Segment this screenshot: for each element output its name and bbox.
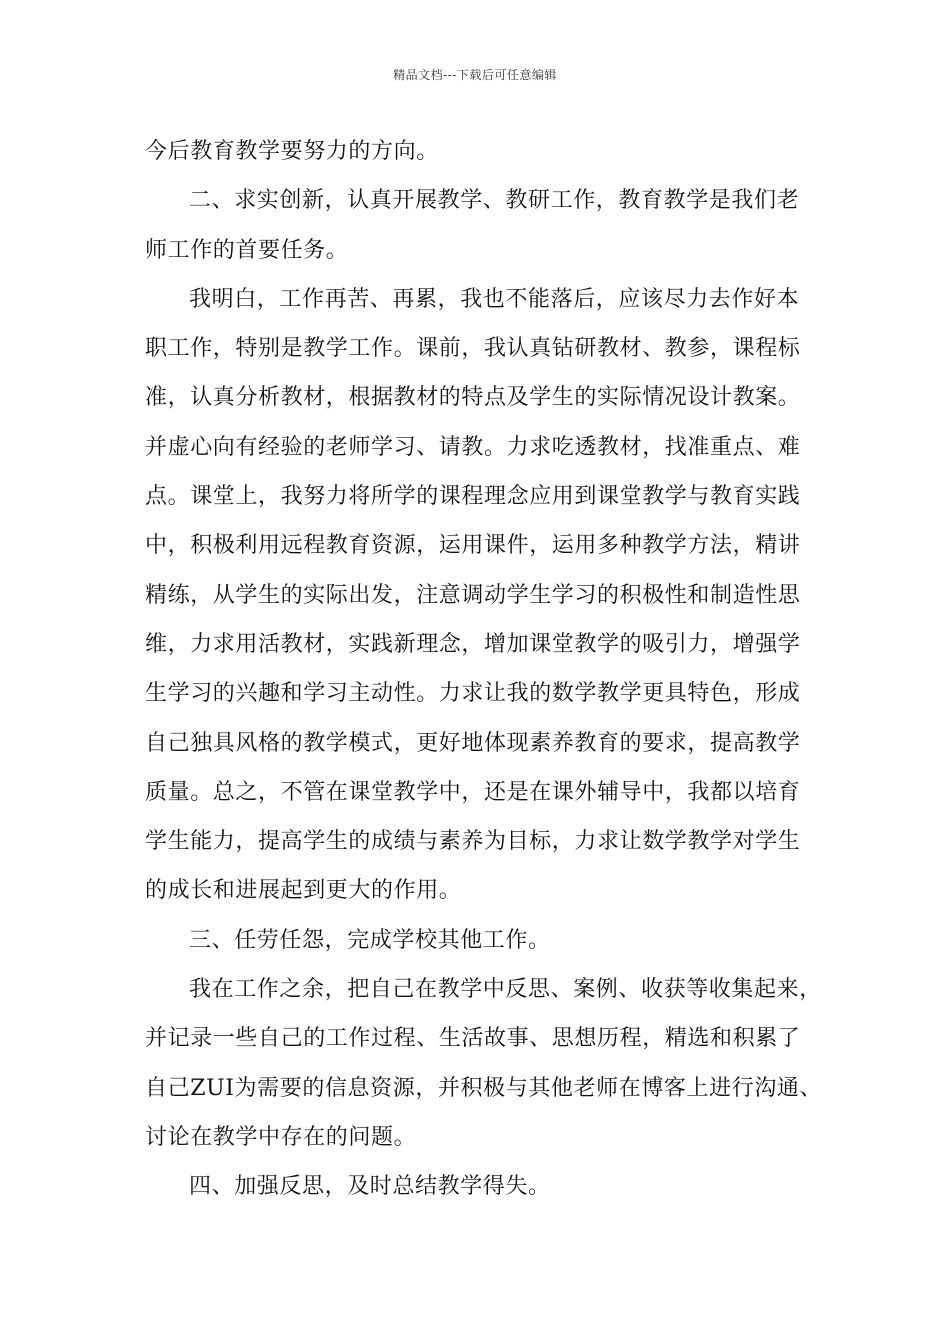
paragraph-line: 并记录一些自己的工作过程、生活故事、思想历程，精选和积累了 xyxy=(145,1026,801,1052)
paragraph-line: 师工作的首要任务。 xyxy=(145,237,349,263)
paragraph-line: 中，积极利用远程教育资源，运用课件，运用多种教学方法，精讲 xyxy=(145,533,801,559)
paragraph-line: 的成长和进展起到更大的作用。 xyxy=(145,878,462,904)
section-heading: 四、加强反思，及时总结教学得失。 xyxy=(189,1174,551,1200)
paragraph-line: 自己独具风格的教学模式，更好地体现素养教育的要求，提高教学 xyxy=(145,730,801,756)
paragraph-line: 精练，从学生的实际出发，注意调动学生学习的积极性和制造性思 xyxy=(145,582,801,608)
paragraph-line: 点。课堂上，我努力将所学的课程理念应用到课堂教学与教育实践 xyxy=(145,484,801,510)
paragraph-line: 生学习的兴趣和学习主动性。力求让我的数学教学更具特色，形成 xyxy=(145,681,801,707)
paragraph-line: 今后教育教学要努力的方向。 xyxy=(145,139,439,164)
paragraph-line: 我明白，工作再苦、再累，我也不能落后，应该尽力去作好本 xyxy=(189,286,800,312)
paragraph-line: 我在工作之余，把自己在教学中反思、案例、收获等收集起来， xyxy=(189,977,822,1003)
document-body xyxy=(145,127,823,1212)
paragraph-line: 讨论在教学中存在的问题。 xyxy=(145,1124,417,1150)
page-header: 精品文档---下载后可任意编辑 xyxy=(393,68,557,82)
paragraph-line: 二、求实创新，认真开展教学、教研工作，教育教学是我们老 xyxy=(189,188,800,214)
paragraph-line: 自己ZUI为需要的信息资源，并积极与其他老师在博客上进行沟通、 xyxy=(145,1075,823,1101)
paragraph-line: 准，认真分析教材，根据教材的特点及学生的实际情况设计教案。 xyxy=(145,385,801,411)
paragraph-line: 并虚心向有经验的老师学习、请教。力求吃透教材，找准重点、难 xyxy=(145,434,801,460)
paragraph-line: 职工作，特别是教学工作。课前，我认真钻研教材、教参，课程标 xyxy=(145,336,801,362)
paragraph-line: 学生能力，提高学生的成绩与素养为目标，力求让数学教学对学生 xyxy=(145,829,801,855)
paragraph-line: 维，力求用活教材，实践新理念，增加课堂教学的吸引力，增强学 xyxy=(145,631,801,657)
section-heading: 三、任劳任怨，完成学校其他工作。 xyxy=(189,927,551,953)
paragraph-line: 质量。总之，不管在课堂教学中，还是在课外辅导中，我都以培育 xyxy=(145,779,801,805)
